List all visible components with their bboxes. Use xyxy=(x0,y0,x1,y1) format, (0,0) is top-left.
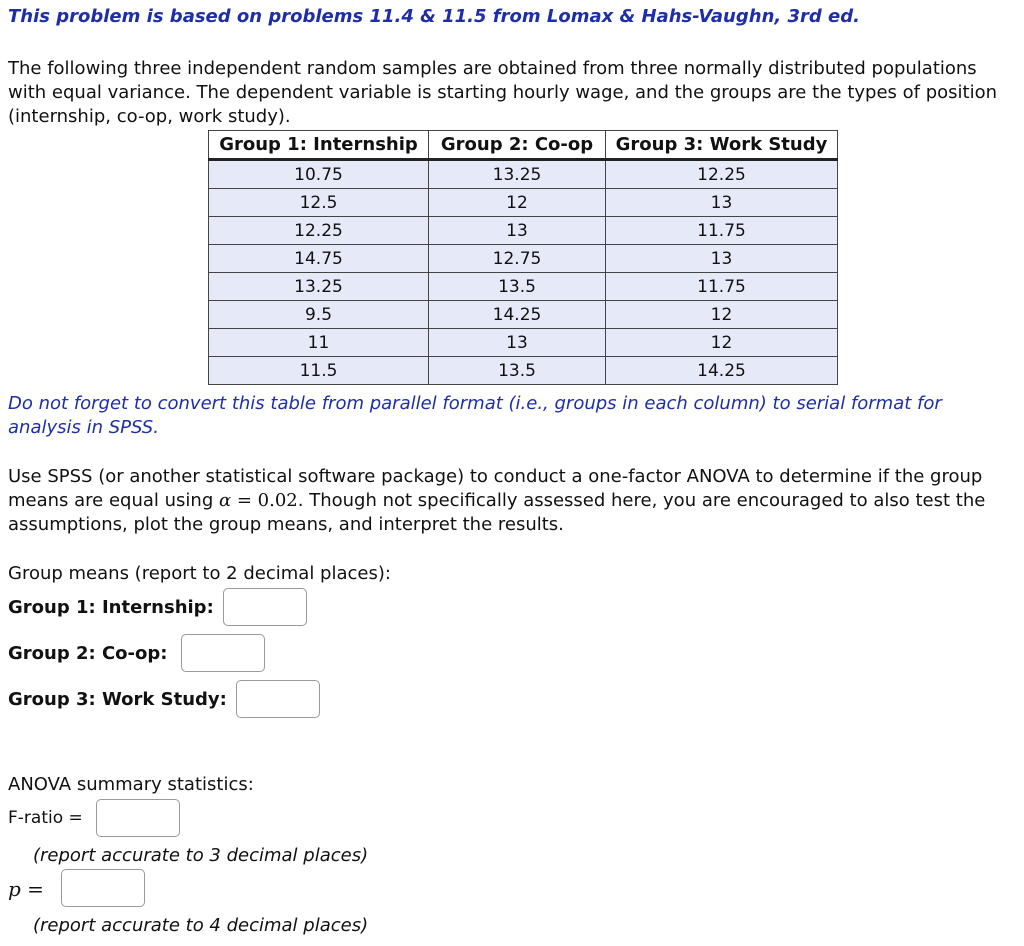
problem-source-header: This problem is based on problems 11.4 & 11.5 from Lomax & Hahs-Vaughn, 3rd ed. xyxy=(8,6,860,27)
table-cell: 9.5 xyxy=(209,301,429,329)
table-row xyxy=(209,273,838,301)
alpha-symbol: α xyxy=(218,490,232,511)
table-cell: 14.25 xyxy=(429,301,606,329)
table-header-row xyxy=(209,131,838,160)
wage-data-table xyxy=(208,130,838,385)
table-cell: 13 xyxy=(429,217,606,245)
table-cell: 11 xyxy=(209,329,429,357)
group1-mean-label: Group 1: Internship: xyxy=(8,597,214,618)
task-text-after: . Though not specifically assessed here, you are encouraged to also test the assumptions, plot the group means, and interpret the results. xyxy=(8,490,986,535)
group2-mean-label: Group 2: Co-op: xyxy=(8,643,168,664)
table-cell: 13 xyxy=(606,245,838,273)
column-header-group1: Group 1: Internship xyxy=(209,131,429,160)
f-ratio-label: F-ratio = xyxy=(8,808,83,828)
table-cell: 13 xyxy=(606,189,838,217)
table-cell: 13 xyxy=(429,329,606,357)
table-cell: 12.75 xyxy=(429,245,606,273)
table-row xyxy=(209,245,838,273)
task-instructions xyxy=(8,465,1018,537)
table-row xyxy=(209,357,838,385)
table-cell: 11.75 xyxy=(606,217,838,245)
table-row xyxy=(209,217,838,245)
p-value-label xyxy=(8,877,44,901)
p-symbol: p xyxy=(8,877,21,901)
table-cell: 11.5 xyxy=(209,357,429,385)
table-row xyxy=(209,301,838,329)
table-row xyxy=(209,160,838,189)
problem-intro-text: The following three independent random samples are obtained from three normally distributed populations with equal variance. The dependent variable is starting hourly wage, and the groups are the types of position (internship, co-op, work study). xyxy=(8,58,998,127)
table-row xyxy=(209,189,838,217)
p-value-precision-note: (report accurate to 4 decimal places) xyxy=(33,915,369,936)
table-cell: 14.25 xyxy=(606,357,838,385)
anova-summary-heading: ANOVA summary statistics: xyxy=(8,774,254,795)
table-cell: 13.25 xyxy=(209,273,429,301)
table-cell: 12.25 xyxy=(606,160,838,189)
task-text-before: Use SPSS (or another statistical software package) to conduct a one-factor ANOVA to determine if the group means are equal using xyxy=(8,466,983,511)
p-equals: = xyxy=(27,877,44,901)
table-cell: 13.25 xyxy=(429,160,606,189)
alpha-value: 0.02 xyxy=(257,490,298,511)
column-header-group2: Group 2: Co-op xyxy=(429,131,606,160)
f-ratio-input[interactable] xyxy=(96,799,180,837)
table-cell: 12.25 xyxy=(209,217,429,245)
group-means-heading: Group means (report to 2 decimal places): xyxy=(8,563,391,584)
table-cell: 12 xyxy=(606,329,838,357)
table-cell: 10.75 xyxy=(209,160,429,189)
group3-mean-input[interactable] xyxy=(236,680,320,718)
table-cell: 12 xyxy=(429,189,606,217)
table-cell: 13.5 xyxy=(429,273,606,301)
f-ratio-precision-note: (report accurate to 3 decimal places) xyxy=(33,845,369,866)
table-row xyxy=(209,329,838,357)
format-reminder-note: Do not forget to convert this table from parallel format (i.e., groups in each column) to serial format for analysis in SPSS. xyxy=(8,393,942,438)
alpha-equals: = xyxy=(231,490,258,511)
column-header-group3: Group 3: Work Study xyxy=(606,131,838,160)
p-value-input[interactable] xyxy=(61,869,145,907)
table-cell: 12 xyxy=(606,301,838,329)
table-cell: 11.75 xyxy=(606,273,838,301)
group1-mean-input[interactable] xyxy=(223,588,307,626)
table-cell: 14.75 xyxy=(209,245,429,273)
table-cell: 12.5 xyxy=(209,189,429,217)
group2-mean-input[interactable] xyxy=(181,634,265,672)
table-cell: 13.5 xyxy=(429,357,606,385)
group3-mean-label: Group 3: Work Study: xyxy=(8,689,227,710)
